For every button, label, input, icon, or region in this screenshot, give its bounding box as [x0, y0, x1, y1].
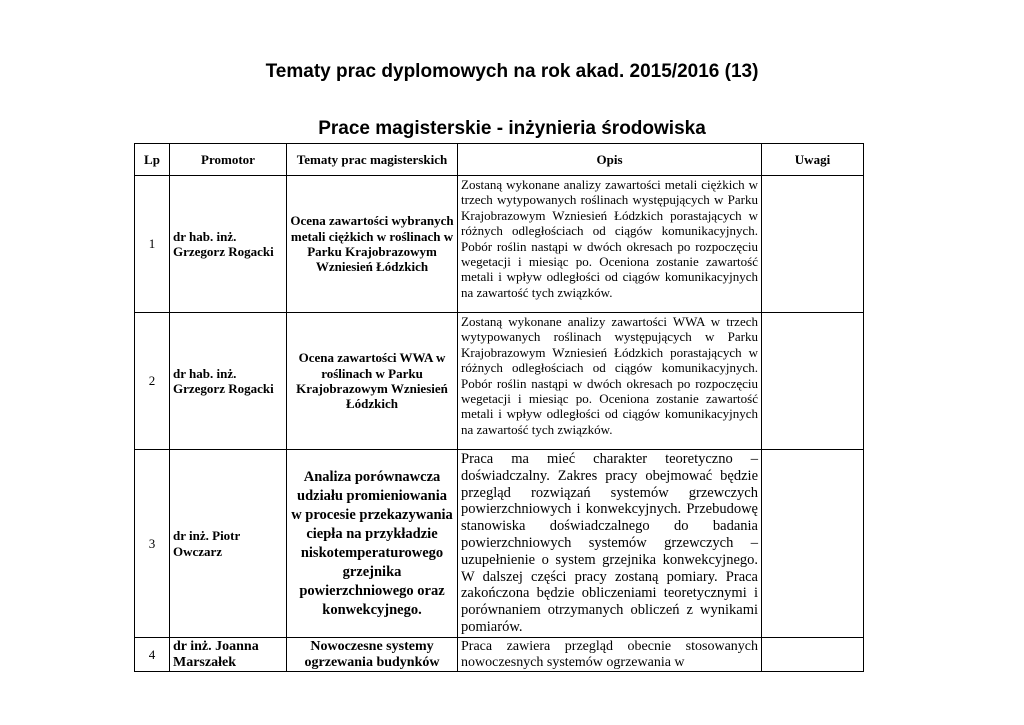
- description-cell-partial: [458, 638, 762, 672]
- description-cell: Praca ma mieć charakter teoretyczno – doświadczalny. Zakres pracy obejmować będzie przegląd rozwiązań systemów grzewczych powierzchniowych i konwekcyjnych. Przebudowę stanowiska doświadczalnego do badania powierzchniowych systemów grzewczych – uzupełnienie o system grzejnika konwekcyjnego. W dalszej części pracy zostaną pomiary. Praca zakończona będzie obliczeniami teoretycznymi i porównaniem otrzymanych obliczeń z wynikami pomiarów.: [458, 450, 762, 638]
- table-row: [135, 313, 864, 450]
- topic-cell: Ocena zawartości wybranych metali ciężkich w roślinach w Parku Krajobrazowym Wzniesień Łódzkich: [287, 176, 458, 313]
- document-title: Tematy prac dyplomowych na rok akad. 2015/2016 (13): [265, 61, 759, 82]
- remarks-cell: [762, 176, 864, 313]
- table-row: [135, 450, 864, 638]
- remarks-cell: [762, 450, 864, 638]
- table-row: [135, 176, 864, 313]
- remarks-cell: [762, 313, 864, 450]
- topic-cell: Nowoczesne systemy ogrzewania budynków: [287, 638, 458, 672]
- remarks-cell: [762, 638, 864, 672]
- lp-cell: 1: [135, 176, 170, 313]
- column-header-promotor: Promotor: [170, 144, 287, 176]
- lp-cell: 2: [135, 313, 170, 450]
- lp-cell: 4: [135, 638, 170, 672]
- topic-cell: Analiza porównawcza udziału promieniowania w procesie przekazywania ciepła na przykładzie niskotemperaturowego grzejnika powierzchniowego oraz konwekcyjnego.: [287, 450, 458, 638]
- table-row: [135, 638, 864, 672]
- table-header-row: [135, 144, 864, 176]
- promotor-cell: dr hab. inż. Grzegorz Rogacki: [170, 313, 287, 450]
- lp-cell: 3: [135, 450, 170, 638]
- promotor-cell: dr inż. Piotr Owczarz: [170, 450, 287, 638]
- column-header-opis: Opis: [458, 144, 762, 176]
- column-header-lp: Lp: [135, 144, 170, 176]
- theses-table: [134, 143, 864, 672]
- description-cell: Zostaną wykonane analizy zawartości WWA w trzech wytypowanych roślinach występujących w Parku Krajobrazowym Wzniesień Łódzkich porastających w różnych odległościach od ciągów komunikacyjnych. Pobór roślin nastąpi w dwóch okresach po rozpoczęciu wegetacji i miesiąc po. Oceniona zostanie zawartość metali i wpływ odległości od ciągów komunikacyjnych na zawartość tych związków.: [458, 313, 762, 450]
- column-header-tematy: Tematy prac magisterskich: [287, 144, 458, 176]
- topic-cell: Ocena zawartości WWA w roślinach w Parku Krajobrazowym Wzniesień Łódzkich: [287, 313, 458, 450]
- promotor-cell: dr hab. inż. Grzegorz Rogacki: [170, 176, 287, 313]
- section-title: Prace magisterskie - inżynieria środowiska: [318, 118, 706, 139]
- promotor-cell: dr inż. Joanna Marszałek: [170, 638, 287, 672]
- description-cell: Zostaną wykonane analizy zawartości metali ciężkich w trzech wytypowanych roślinach występujących w Parku Krajobrazowym Wzniesień Łódzkich porastających w różnych odległościach od ciągów komunikacyjnych. Pobór roślin nastąpi w dwóch okresach po rozpoczęciu wegetacji i miesiąc po. Oceniona zostanie zawartość metali i wpływ odległości od ciągów komunikacyjnych na zawartość tych związków.: [458, 176, 762, 313]
- description-text: Praca zawiera przegląd obecnie stosowanych nowoczesnych systemów ogrzewania w: [461, 639, 758, 669]
- column-header-uwagi: Uwagi: [762, 144, 864, 176]
